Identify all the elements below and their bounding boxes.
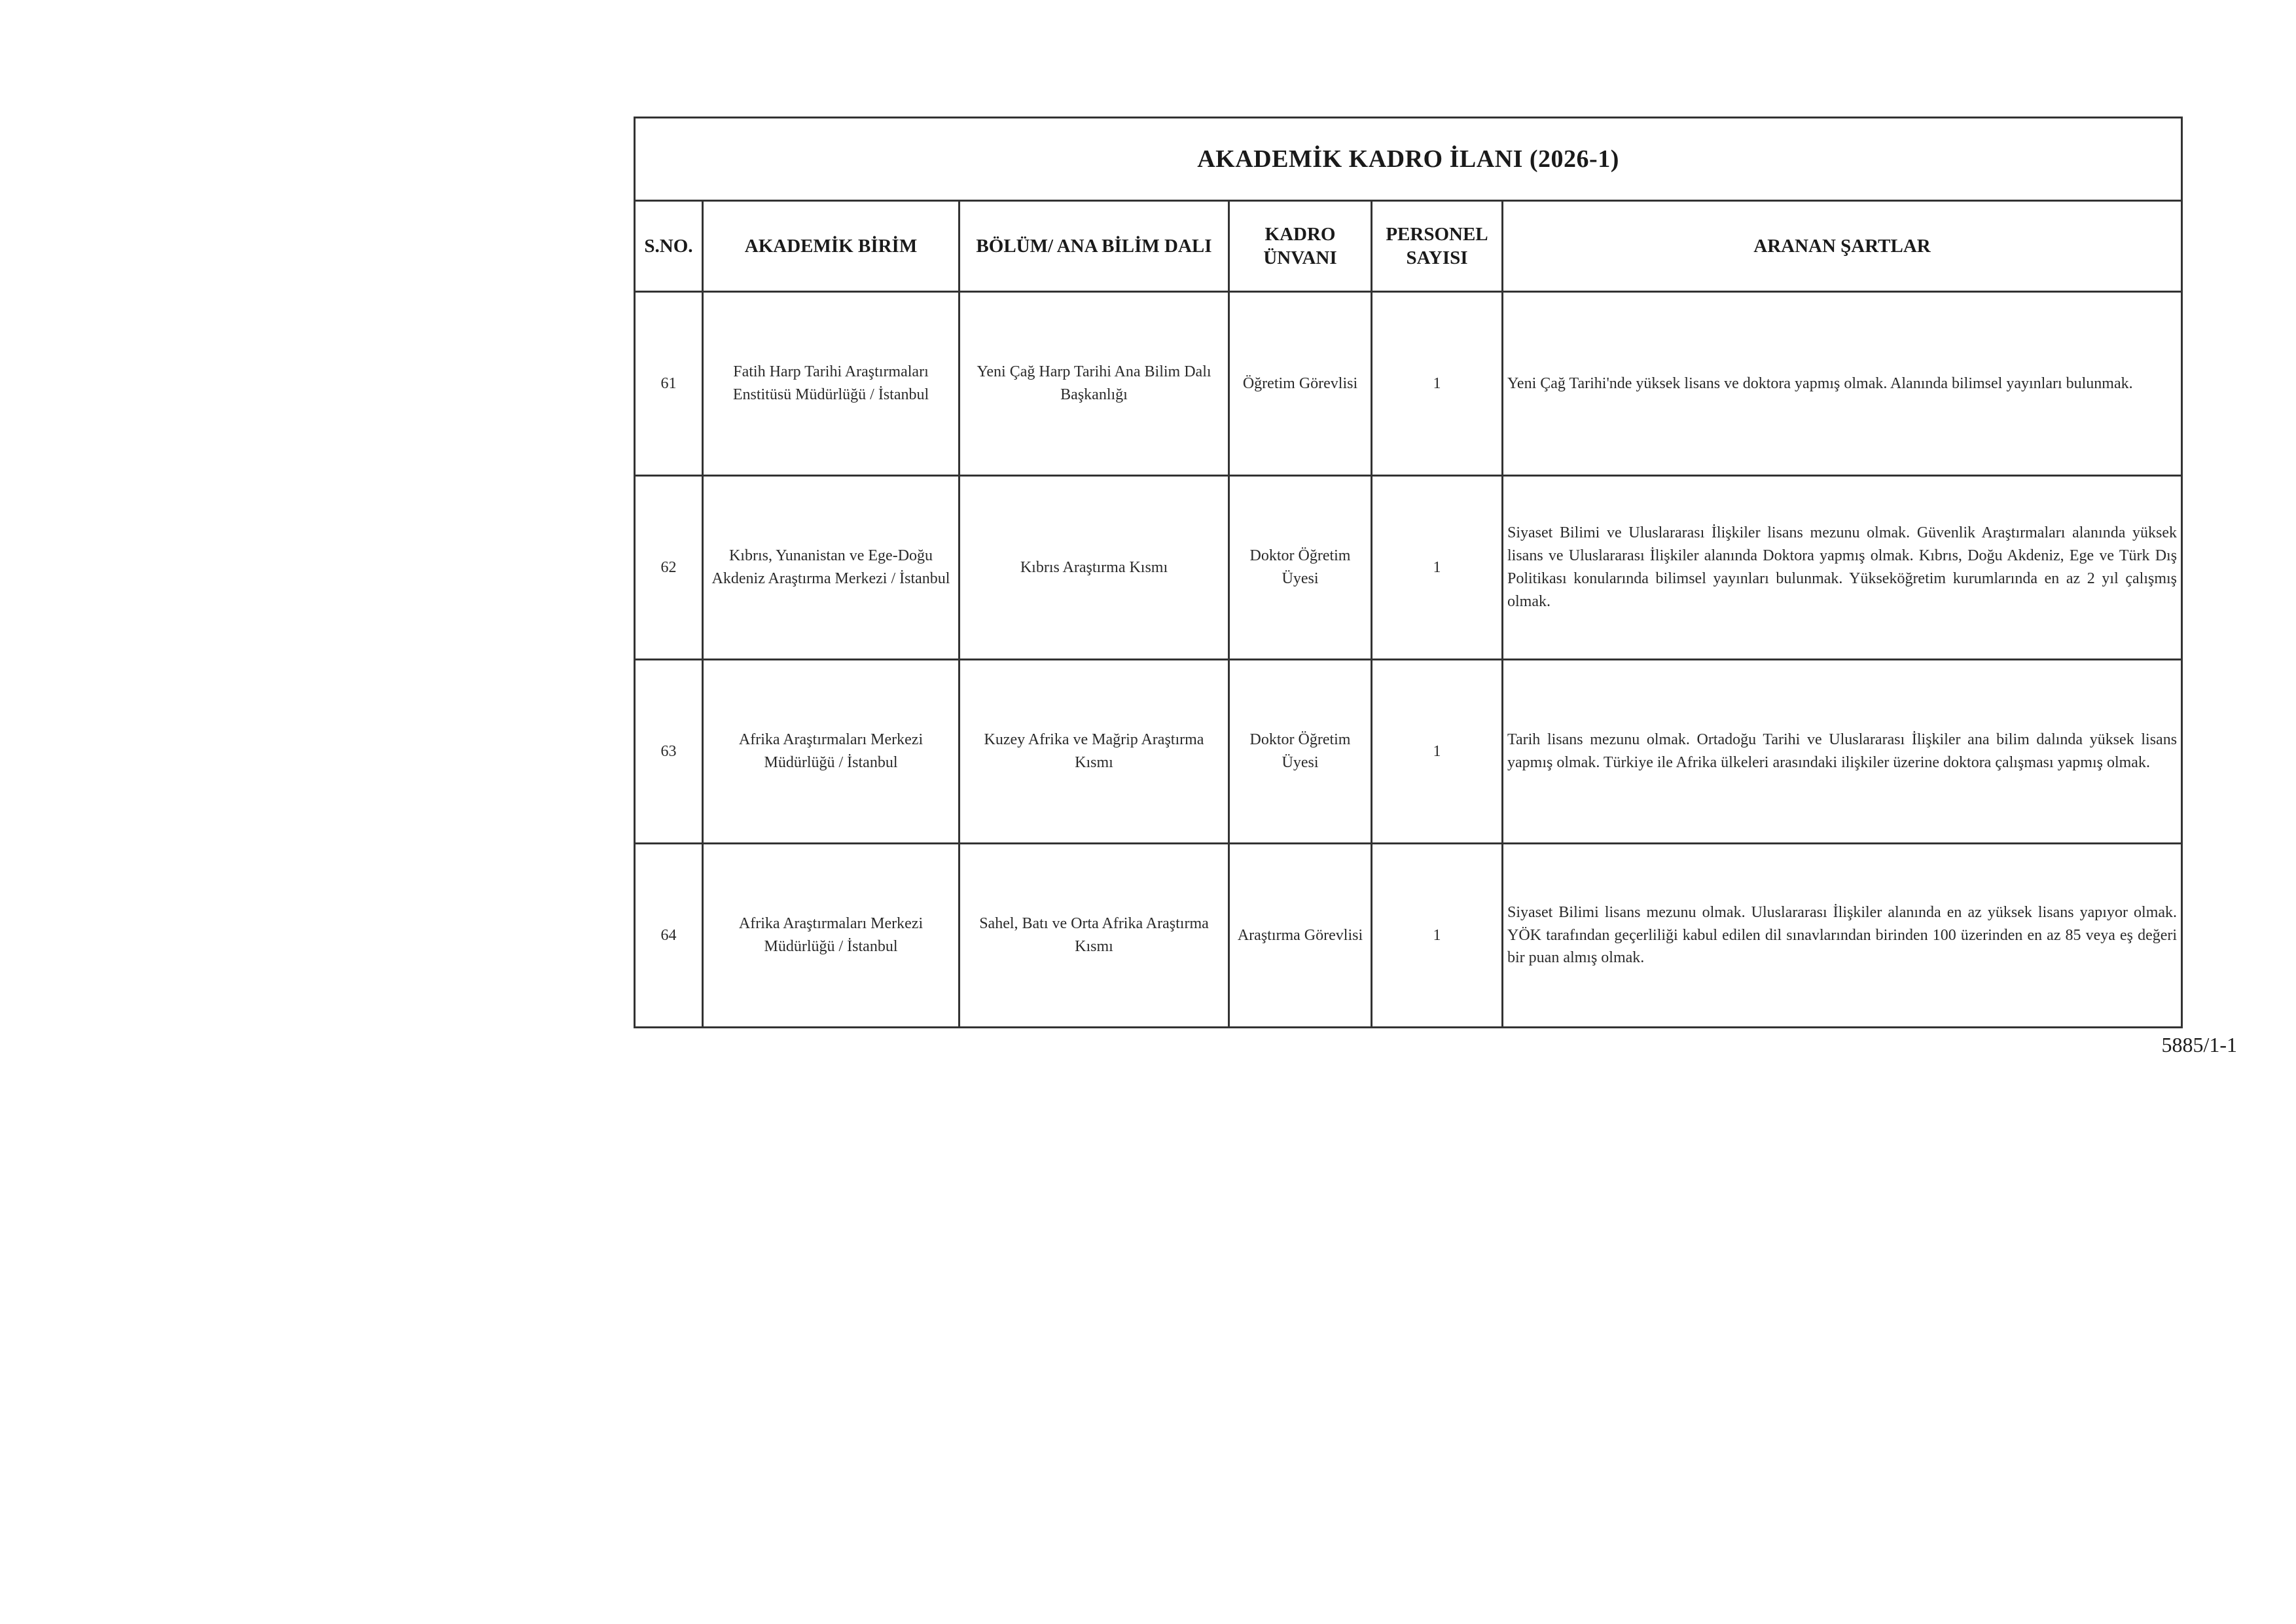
header-aranan-sartlar: ARANAN ŞARTLAR: [1503, 201, 2182, 292]
page-reference: 5885/1-1: [2161, 1033, 2237, 1056]
cell-aranan-sartlar: Siyaset Bilimi lisans mezunu olmak. Uluslararası İlişkiler alanında en az yüksek lisans yapıyor olmak. YÖK tarafından geçerliliği kabul edilen dil sınavlarından birinden 100 üzerinden en az 85 veya eş değeri bir puan almış olmak.: [1503, 844, 2182, 1028]
table-row: [635, 476, 2182, 660]
cell-aranan-sartlar: Siyaset Bilimi ve Uluslararası İlişkiler lisans mezunu olmak. Güvenlik Araştırmaları alanında yüksek lisans ve Uluslararası İlişkiler alanında Doktora yapmış olmak. Kıbrıs, Doğu Akdeniz, Ege ve Türk Dış Politikası konularında bilimsel yayınları bulunmak. Yükseköğretim kurumlarında en az 2 yıl çalışmış olmak.: [1503, 476, 2182, 660]
announcement-sheet: [634, 117, 2181, 1028]
cell-personel-sayisi: 1: [1372, 844, 1503, 1028]
table-row: [635, 292, 2182, 476]
cell-personel-sayisi: 1: [1372, 292, 1503, 476]
table-row: [635, 660, 2182, 844]
cell-sno: 64: [635, 844, 703, 1028]
cell-sno: 63: [635, 660, 703, 844]
table-row: [635, 844, 2182, 1028]
cell-bolum: Kıbrıs Araştırma Kısmı: [960, 476, 1229, 660]
cell-kadro-unvani: Doktor Öğretim Üyesi: [1229, 660, 1372, 844]
title-row: [635, 118, 2182, 201]
header-sno: S.NO.: [635, 201, 703, 292]
academic-staff-table: [634, 117, 2183, 1028]
cell-kadro-unvani: Doktor Öğretim Üyesi: [1229, 476, 1372, 660]
cell-aranan-sartlar: Yeni Çağ Tarihi'nde yüksek lisans ve doktora yapmış olmak. Alanında bilimsel yayınları bulunmak.: [1503, 292, 2182, 476]
document-title: AKADEMİK KADRO İLANI (2026-1): [635, 118, 2182, 201]
cell-aranan-sartlar: Tarih lisans mezunu olmak. Ortadoğu Tarihi ve Uluslararası İlişkiler ana bilim dalında yüksek lisans yapmış olmak. Türkiye ile Afrika ülkeleri arasındaki ilişkiler üzerine doktora çalışması yapmış olmak.: [1503, 660, 2182, 844]
header-personel-sayisi: PERSONEL SAYISI: [1372, 201, 1503, 292]
cell-bolum: Sahel, Batı ve Orta Afrika Araştırma Kısmı: [960, 844, 1229, 1028]
header-akademik-birim: AKADEMİK BİRİM: [703, 201, 960, 292]
cell-akademik-birim: Kıbrıs, Yunanistan ve Ege-Doğu Akdeniz Araştırma Merkezi / İstanbul: [703, 476, 960, 660]
cell-akademik-birim: Afrika Araştırmaları Merkezi Müdürlüğü / İstanbul: [703, 660, 960, 844]
cell-akademik-birim: Afrika Araştırmaları Merkezi Müdürlüğü / İstanbul: [703, 844, 960, 1028]
cell-akademik-birim: Fatih Harp Tarihi Araştırmaları Enstitüsü Müdürlüğü / İstanbul: [703, 292, 960, 476]
cell-kadro-unvani: Öğretim Görevlisi: [1229, 292, 1372, 476]
cell-sno: 62: [635, 476, 703, 660]
cell-personel-sayisi: 1: [1372, 476, 1503, 660]
cell-kadro-unvani: Araştırma Görevlisi: [1229, 844, 1372, 1028]
header-kadro-unvani: KADRO ÜNVANI: [1229, 201, 1372, 292]
cell-bolum: Kuzey Afrika ve Mağrip Araştırma Kısmı: [960, 660, 1229, 844]
cell-personel-sayisi: 1: [1372, 660, 1503, 844]
header-bolum: BÖLÜM/ ANA BİLİM DALI: [960, 201, 1229, 292]
cell-sno: 61: [635, 292, 703, 476]
header-row: [635, 201, 2182, 292]
cell-bolum: Yeni Çağ Harp Tarihi Ana Bilim Dalı Başkanlığı: [960, 292, 1229, 476]
